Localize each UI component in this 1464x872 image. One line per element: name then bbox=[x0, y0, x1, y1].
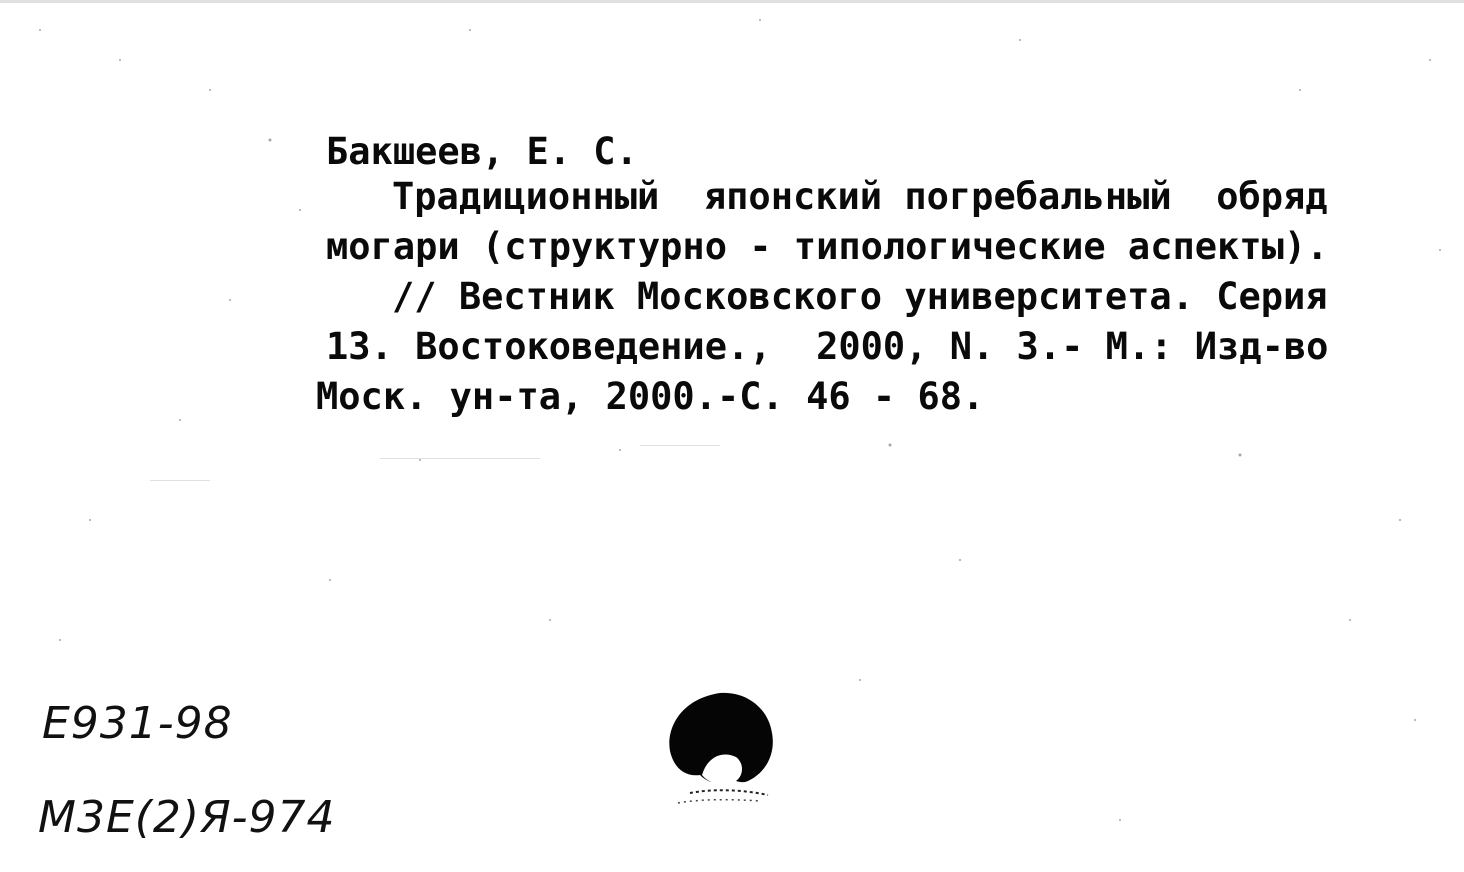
handwritten-shelf-code-2: М3Е(2)Я-974 bbox=[38, 792, 336, 843]
source-line-3: Моск. ун-та, 2000.-С. 46 - 68. bbox=[316, 375, 985, 418]
source-line-2: 13. Востоковедение., 2000, N. 3.- М.: Изд-во bbox=[326, 325, 1329, 368]
ink-blot-hole bbox=[650, 685, 790, 815]
handwritten-shelf-code-1: Е931-98 bbox=[42, 698, 233, 749]
title-line-1: Традиционный японский погребальный обряд bbox=[392, 175, 1328, 218]
source-line-1: // Вестник Московского университета. Серия bbox=[392, 275, 1328, 318]
title-line-2: могари (структурно - типологические аспекты). bbox=[326, 225, 1329, 268]
author-name: Бакшеев, Е. С. bbox=[326, 130, 638, 173]
